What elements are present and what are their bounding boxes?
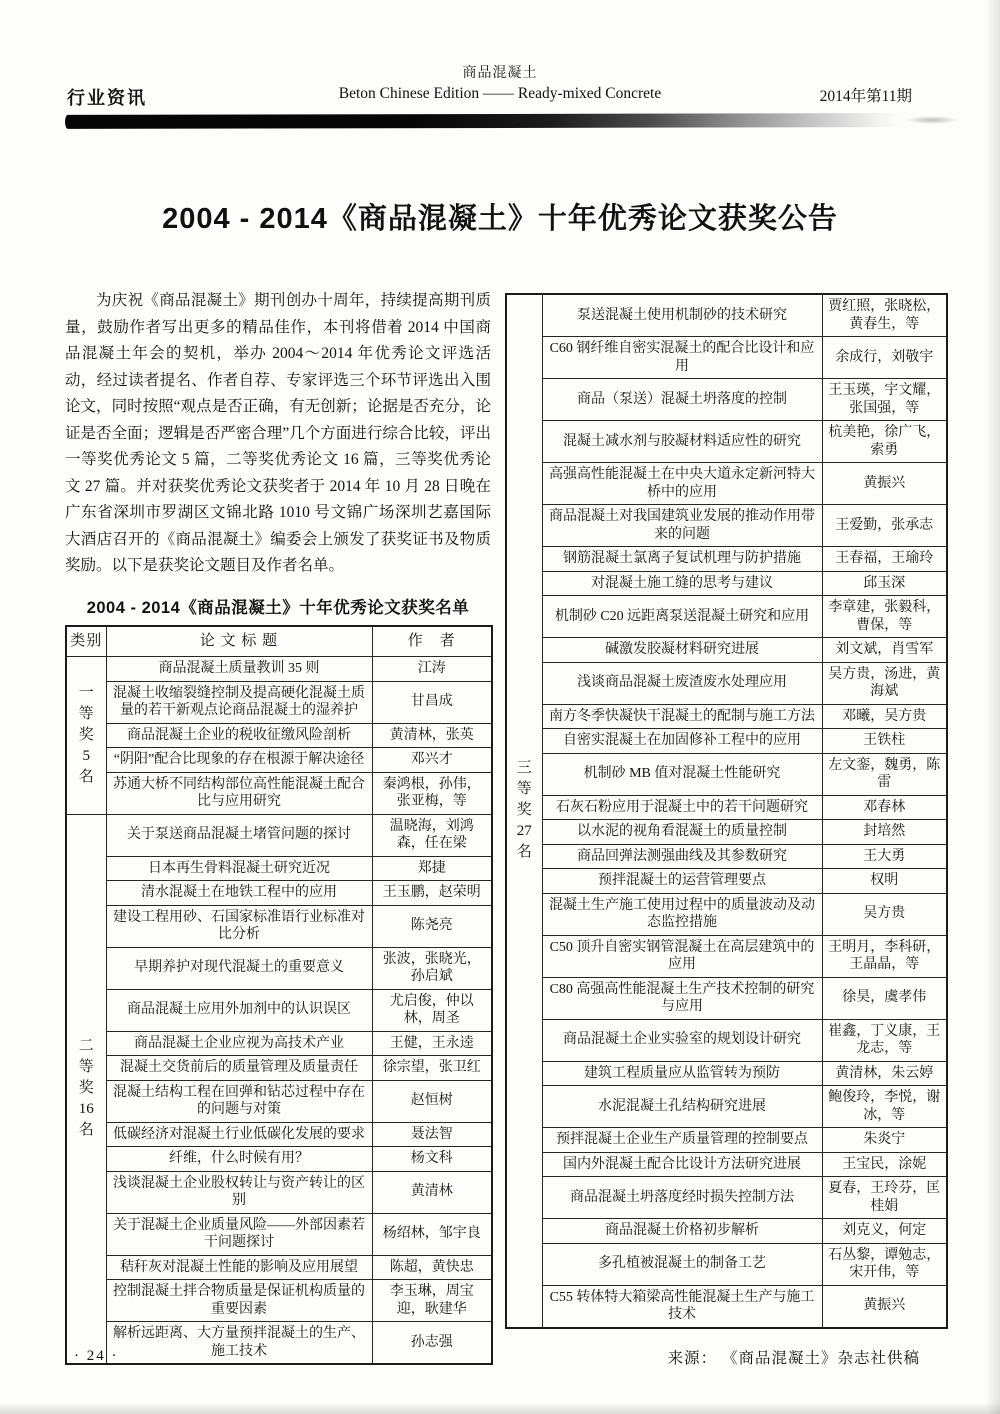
paper-authors: 徐昊，虞孝伟 [822, 977, 947, 1019]
table-row [66, 1122, 492, 1147]
table-row [66, 1255, 492, 1280]
paper-authors: 朱炎宁 [822, 1128, 947, 1153]
paper-authors: 邓曦，吴方贵 [822, 704, 947, 729]
table-row [66, 1147, 492, 1172]
table-row [506, 1061, 947, 1086]
table-row [66, 856, 492, 881]
table-row [506, 869, 947, 894]
table-row [66, 723, 492, 748]
table-row [66, 681, 492, 723]
table-row [506, 505, 947, 547]
paper-title: 商品混凝土对我国建筑业发展的推动作用带来的问题 [542, 505, 822, 547]
paper-title: 南方冬季快凝快干混凝土的配制与施工方法 [542, 704, 822, 729]
paper-title: C60 钢纤维自密实混凝土的配合比设计和应用 [542, 337, 822, 379]
paper-authors: 杭美艳，徐广飞，索勇 [822, 421, 947, 463]
paper-title: 混凝土交货前后的质量管理及质量责任 [106, 1056, 372, 1081]
award-category-label: 三 等 奖 27 名 [506, 294, 542, 1328]
paper-title: 以水泥的视角看混凝土的质量控制 [542, 820, 822, 845]
paper-authors: 秦鸿根，孙伟，张亚梅，等 [372, 772, 492, 814]
table-row [66, 881, 492, 906]
paper-authors: 邓兴才 [372, 748, 492, 773]
paper-authors: 杨文科 [372, 1147, 492, 1172]
paper-title: 低碳经济对混凝土行业低碳化发展的要求 [106, 1122, 372, 1147]
paper-authors: 权明 [822, 869, 947, 894]
table-row [506, 463, 947, 505]
paper-title: 国内外混凝土配合比设计方法研究进展 [542, 1152, 822, 1177]
paper-title: 清水混凝土在地铁工程中的应用 [106, 881, 372, 906]
table-row [506, 1285, 947, 1328]
table-row [66, 657, 492, 682]
table-row [66, 814, 492, 856]
paper-authors: 赵恒树 [372, 1080, 492, 1122]
table-row [506, 977, 947, 1019]
left-column [65, 288, 491, 1365]
table-row [66, 1080, 492, 1122]
award-list-caption: 2004 - 2014《商品混凝土》十年优秀论文获奖名单 [86, 598, 470, 617]
scan-edge-right [986, 0, 1000, 1414]
paper-authors: 温晓海，刘鸿森，任在梁 [372, 814, 492, 856]
paper-title: 水泥混凝土孔结构研究进展 [542, 1086, 822, 1128]
header-ink-bar [65, 113, 903, 129]
paper-authors: 李章建，张毅科，曹保，等 [822, 596, 947, 638]
journal-title-cn: 商品混凝土 [462, 66, 538, 81]
paper-authors: 贾红照，张晓松，黄春生，等 [822, 294, 947, 337]
paper-title: 商品混凝土坍落度经时损失控制方法 [542, 1177, 822, 1219]
paper-title: 商品（泵送）混凝土坍落度的控制 [542, 379, 822, 421]
section-label: 行业资讯 [67, 88, 147, 108]
paper-title: 关于泵送商品混凝土堵管问题的探讨 [106, 814, 372, 856]
paper-title: 多孔植被混凝土的制备工艺 [542, 1243, 822, 1285]
paper-title: 混凝土收缩裂缝控制及提高硬化混凝土质量的若干新观点论商品混凝土的湿养护 [106, 681, 372, 723]
table-row [506, 1019, 947, 1061]
paper-authors: 王健，王永逵 [372, 1031, 492, 1056]
paper-title: 关于混凝土企业质量风险——外部因素若干问题探讨 [106, 1213, 372, 1255]
table-row [506, 421, 947, 463]
paper-authors: 石丛黎，谭勉志，宋开伟，等 [822, 1243, 947, 1285]
paper-authors: 王明月，李科研，王晶晶，等 [822, 935, 947, 977]
paper-title: 商品回弹法测强曲线及其参数研究 [542, 844, 822, 869]
paper-title: 混凝土减水剂与胶凝材料适应性的研究 [542, 421, 822, 463]
paper-title: “阴阳”配合比现象的存在根源于解决途径 [106, 748, 372, 773]
paper-authors: 陈尧亮 [372, 905, 492, 947]
paper-authors: 聂法智 [372, 1122, 492, 1147]
paper-authors: 黄振兴 [822, 1285, 947, 1328]
table-row [66, 1322, 492, 1365]
paper-title: 石灰石粉应用于混凝土中的若干问题研究 [542, 795, 822, 820]
issue-label: 2014年第11期 [819, 88, 912, 105]
table-row [66, 989, 492, 1031]
paper-title: 苏通大桥不同结构部位高性能混凝土配合比与应用研究 [106, 772, 372, 814]
table-row [66, 905, 492, 947]
table-row [506, 844, 947, 869]
paper-authors: 吴方贵，汤进，黄海斌 [822, 662, 947, 704]
table-row [506, 820, 947, 845]
paper-authors: 王玉瑛，宇文耀，张国强，等 [822, 379, 947, 421]
table-row [506, 1152, 947, 1177]
table-row [506, 571, 947, 596]
table-row [506, 1128, 947, 1153]
table-row [66, 1213, 492, 1255]
paper-title: 浅谈混凝土企业股权转让与资产转让的区别 [106, 1171, 372, 1213]
paper-authors: 吴方贵 [822, 893, 947, 935]
paper-authors: 鲍俊玲，李悦，谢冰，等 [822, 1086, 947, 1128]
paper-authors: 王春福，王瑜玲 [822, 547, 947, 572]
table-row [66, 1280, 492, 1322]
table-row [506, 638, 947, 663]
table-row [506, 893, 947, 935]
paper-title: 控制混凝土拌合物质量是保证机构质量的重要因素 [106, 1280, 372, 1322]
paper-authors: 黄清林，张英 [372, 723, 492, 748]
paper-authors: 王铁柱 [822, 729, 947, 754]
right-column [505, 293, 946, 1368]
award-table-left [65, 625, 493, 1366]
table-row [66, 1171, 492, 1213]
paper-title: 早期养护对现代混凝土的重要意义 [106, 947, 372, 989]
paper-authors: 杨绍林，邹宇良 [372, 1213, 492, 1255]
paper-title: 混凝土结构工程在回弹和钻芯过程中存在的问题与对策 [106, 1080, 372, 1122]
table-row [506, 547, 947, 572]
table-row [506, 379, 947, 421]
paper-authors: 余成行，刘敬宇 [822, 337, 947, 379]
award-category-label: 一 等 奖 5 名 [66, 657, 106, 815]
paper-title: C80 高强高性能混凝土生产技术控制的研究与应用 [542, 977, 822, 1019]
paper-authors: 徐宗望，张卫红 [372, 1056, 492, 1081]
table-row [506, 753, 947, 795]
table-row [506, 1086, 947, 1128]
paper-authors: 邱玉深 [822, 571, 947, 596]
journal-masthead [250, 62, 750, 103]
paper-title: 建设工程用砂、石国家标准语行业标准对比分析 [106, 905, 372, 947]
paper-title: 商品混凝土价格初步解析 [542, 1219, 822, 1244]
journal-title-en: Beton Chinese Edition —— Ready-mixed Concrete [338, 85, 662, 102]
paper-authors: 张波，张晓光，孙启斌 [372, 947, 492, 989]
paper-authors: 郑捷 [372, 856, 492, 881]
table-row [506, 662, 947, 704]
source-line: 来源： 《商品混凝土》杂志社供稿 [667, 1349, 920, 1367]
paper-authors: 黄清林 [372, 1171, 492, 1213]
paper-title: 商品混凝土应用外加剂中的认识误区 [106, 989, 372, 1031]
table-row [506, 1177, 947, 1219]
award-table-right [505, 293, 948, 1329]
table-row [506, 729, 947, 754]
paper-authors: 黄清林，朱云婷 [822, 1061, 947, 1086]
header-authors: 作 者 [372, 626, 492, 657]
table-row [506, 337, 947, 379]
paper-title: 解析远距离、大方量预拌混凝土的生产、施工技术 [106, 1322, 372, 1365]
paper-authors: 邓春林 [822, 795, 947, 820]
table-row [506, 294, 947, 337]
paper-title: 预拌混凝土的运营管理要点 [542, 869, 822, 894]
table-row [66, 772, 492, 814]
header-title: 论 文 标 题 [106, 626, 372, 657]
paper-title: 商品混凝土企业实验室的规划设计研究 [542, 1019, 822, 1061]
table-row [66, 748, 492, 773]
paper-title: 混凝土生产施工使用过程中的质量波动及动态监控措施 [542, 893, 822, 935]
table-row [506, 1219, 947, 1244]
paper-title: 商品混凝土质量教训 35 则 [106, 657, 372, 682]
table-row [66, 1056, 492, 1081]
paper-title: 预拌混凝土企业生产质量管理的控制要点 [542, 1128, 822, 1153]
paper-title: 对混凝土施工缝的思考与建议 [542, 571, 822, 596]
table-row [506, 795, 947, 820]
paper-authors: 江涛 [372, 657, 492, 682]
table-header-row [66, 626, 492, 657]
paper-authors: 陈超，黄快忠 [372, 1255, 492, 1280]
paper-authors: 王爱勤，张承志 [822, 505, 947, 547]
paper-authors: 封培然 [822, 820, 947, 845]
paper-authors: 崔鑫，丁义康，王龙志，等 [822, 1019, 947, 1061]
paper-title: 建筑工程质量应从监管转为预防 [542, 1061, 822, 1086]
paper-title: 碱激发胶凝材料研究进展 [542, 638, 822, 663]
table-row [506, 596, 947, 638]
table-row [506, 1243, 947, 1285]
paper-title: 自密实混凝土在加固修补工程中的应用 [542, 729, 822, 754]
table-row [66, 1031, 492, 1056]
award-category-label: 二 等 奖 16 名 [66, 814, 106, 1364]
paper-authors: 刘文斌，肖雪军 [822, 638, 947, 663]
paper-title: 商品混凝土企业的税收征缴风险剖析 [106, 723, 372, 748]
paper-authors: 尤启俊，仲以林，周圣 [372, 989, 492, 1031]
paper-title: 浅谈商品混凝土废渣废水处理应用 [542, 662, 822, 704]
paper-title: 机制砂 MB 值对混凝土性能研究 [542, 753, 822, 795]
paper-authors: 王玉鹏，赵荣明 [372, 881, 492, 906]
paper-authors: 刘克义，何定 [822, 1219, 947, 1244]
intro-paragraph: 为庆祝《商品混凝土》期刊创办十周年，持续提高期刊质量，鼓励作者写出更多的精品佳作，本刊将借着 2014 中国商品混凝土年会的契机，举办 2004～2014 年优秀论文评选活动，经过读者提名、作者自荐、专家评选三个环节评选出入围论文，同时按照“观点是否正确，有无创新；论据是否充分，论证是否全面；逻辑是否严密合理”几个方面进行综合比较，评出一等奖优秀论文 5 篇，二等奖优秀论文 16 篇，三等奖优秀论文 27 篇。并对获奖优秀论文获奖者于 2014 年 10 月 28 日晚在广东省深圳市罗湖区文锦北路 1010 号文锦广场深圳艺嘉国际大酒店召开的《商品混凝土》编委会上颁发了获奖证书及物质奖励。以下是获奖论文题目及作者名单。 [65, 292, 491, 574]
paper-title: 高强高性能混凝土在中央大道永定新河特大桥中的应用 [542, 463, 822, 505]
paper-title: 机制砂 C20 远距离泵送混凝土研究和应用 [542, 596, 822, 638]
paper-authors: 夏春，王玲芬，匡桂娟 [822, 1177, 947, 1219]
paper-title: 日本再生骨料混凝土研究近况 [106, 856, 372, 881]
page-number: · 24 · [74, 1348, 119, 1364]
paper-title: C50 顶升自密实钢管混凝土在高层建筑中的应用 [542, 935, 822, 977]
paper-title: 泵送混凝土使用机制砂的技术研究 [542, 294, 822, 337]
article-title: 2004 - 2014《商品混凝土》十年优秀论文获奖公告 [162, 203, 838, 235]
table-row [66, 947, 492, 989]
paper-title: 纤维，什么时候有用？ [106, 1147, 372, 1172]
paper-title: 商品混凝土企业应视为高技术产业 [106, 1031, 372, 1056]
paper-authors: 孙志强 [372, 1322, 492, 1365]
paper-authors: 李玉琳，周宝迎，耿建华 [372, 1280, 492, 1322]
scan-edge-bottom [0, 1402, 1000, 1414]
table-row [506, 704, 947, 729]
table-row [506, 935, 947, 977]
paper-authors: 王宝民，涂妮 [822, 1152, 947, 1177]
paper-authors: 左文銮，魏勇，陈雷 [822, 753, 947, 795]
paper-authors: 王大勇 [822, 844, 947, 869]
paper-title: C55 转体特大箱梁高性能混凝土生产与施工技术 [542, 1285, 822, 1328]
paper-title: 秸秆灰对混凝土性能的影响及应用展望 [106, 1255, 372, 1280]
paper-authors: 甘昌成 [372, 681, 492, 723]
paper-title: 钢筋混凝土氯离子复试机理与防护措施 [542, 547, 822, 572]
paper-authors: 黄振兴 [822, 463, 947, 505]
header-category: 类别 [66, 626, 106, 657]
